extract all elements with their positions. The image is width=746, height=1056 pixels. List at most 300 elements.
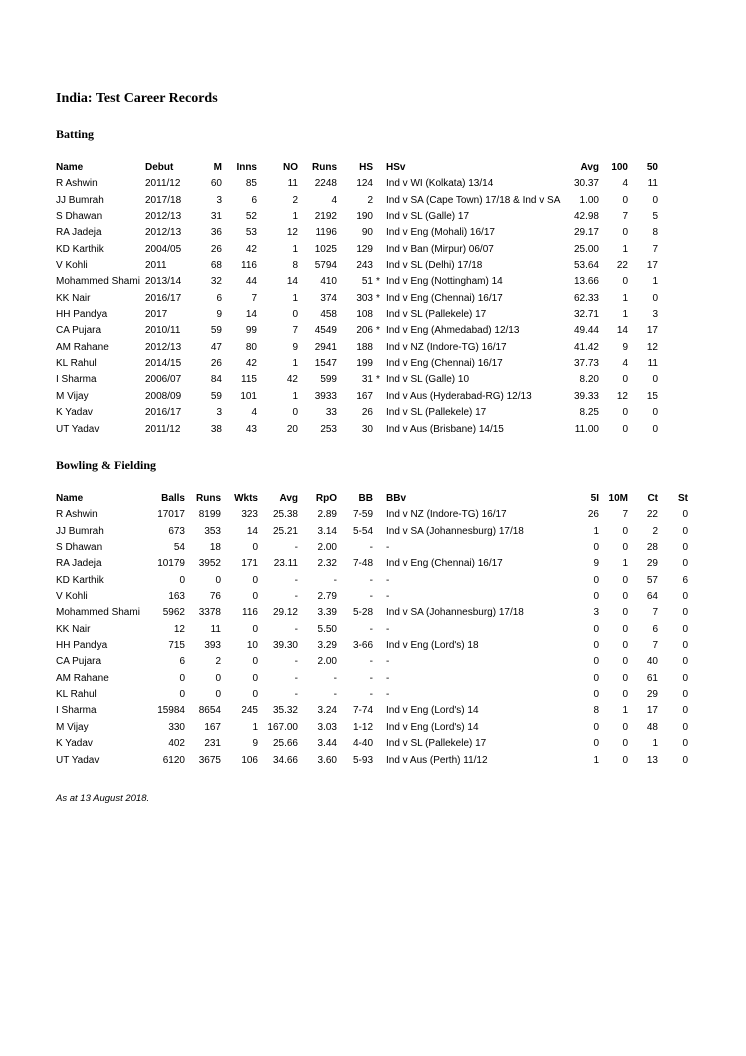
batting-cell-50: 0 [652,292,658,304]
bowling-cell-balls: 163 [168,591,185,603]
bowling-cell-avg: - [294,623,298,635]
batting-cell-hs: 31 [361,374,373,386]
bowling-cell-st: 0 [682,542,688,554]
bowling-row [0,637,746,653]
batting-col-header-avg: Avg [580,162,599,173]
batting-cell-no: 20 [286,423,298,435]
bowling-cell-10m: 0 [622,640,628,652]
bowling-cell-runs: 231 [204,738,221,750]
batting-cell-inns: 44 [245,276,257,288]
batting-cell-hsv: Ind v SL (Galle) 10 [386,374,470,386]
batting-cell-100: 0 [622,194,628,206]
bowling-col-header-bb: BB [358,493,373,504]
batting-row [0,404,746,420]
batting-cell-name: M Vijay [56,390,89,402]
batting-cell-no: 8 [292,260,298,272]
bowling-cell-ct: 29 [646,689,658,701]
bowling-cell-avg: - [294,689,298,701]
bowling-row [0,604,746,620]
bowling-cell-bbv: Ind v Eng (Lord's) 18 [386,640,479,652]
bowling-cell-avg: 39.30 [272,640,298,652]
batting-cell-no: 14 [286,276,298,288]
batting-cell-name: V Kohli [56,260,88,272]
bowling-cell-avg: - [294,542,298,554]
bowling-cell-name: S Dhawan [56,542,103,554]
bowling-row [0,653,746,669]
batting-heading: Batting [56,127,95,141]
batting-cell-no: 2 [292,194,298,206]
bowling-cell-10m: 1 [622,558,628,570]
batting-cell-note: * [376,374,380,386]
bowling-cell-ct: 48 [646,721,658,733]
bowling-cell-st: 0 [682,738,688,750]
batting-row [0,339,746,355]
batting-cell-hs: 167 [356,390,373,402]
batting-cell-m: 84 [210,374,222,386]
batting-cell-inns: 14 [245,309,257,321]
bowling-cell-avg: 35.32 [272,705,298,717]
bowling-cell-rpo: 3.14 [317,525,337,537]
batting-cell-runs: 2248 [314,178,337,190]
bowling-col-header-ct: Ct [647,493,658,504]
batting-cell-inns: 80 [245,341,257,353]
batting-col-header-inns: Inns [236,162,257,173]
bowling-cell-wkts: 10 [246,640,258,652]
batting-cell-50: 3 [652,309,658,321]
bowling-cell-runs: 2 [215,656,221,668]
batting-cell-hsv: Ind v Aus (Brisbane) 14/15 [386,423,504,435]
bowling-cell-ct: 28 [646,542,658,554]
bowling-col-header-5i: 5I [590,493,599,504]
batting-cell-50: 0 [652,194,658,206]
bowling-cell-ct: 1 [652,738,658,750]
bowling-row [0,539,746,555]
batting-cell-name: K Yadav [56,407,93,419]
bowling-cell-rpo: 3.24 [317,705,337,717]
batting-row [0,224,746,240]
bowling-cell-rpo: - [333,672,337,684]
bowling-cell-balls: 0 [179,574,185,586]
batting-cell-runs: 3933 [314,390,337,402]
batting-cell-debut: 2014/15 [145,358,182,370]
bowling-cell-wkts: 1 [252,721,258,733]
bowling-col-header-runs: Runs [196,493,221,504]
batting-cell-m: 38 [210,423,222,435]
batting-cell-avg: 41.42 [573,341,599,353]
batting-cell-avg: 42.98 [573,211,599,223]
batting-cell-m: 68 [210,260,222,272]
batting-cell-no: 1 [292,211,298,223]
batting-cell-avg: 8.25 [579,407,599,419]
bowling-cell-runs: 0 [215,672,221,684]
batting-cell-no: 11 [287,178,298,190]
bowling-cell-10m: 0 [622,574,628,586]
bowling-cell-ct: 7 [652,607,658,619]
batting-cell-50: 17 [646,260,658,272]
batting-cell-runs: 1196 [315,227,337,239]
batting-cell-100: 4 [622,178,628,190]
batting-table [0,159,746,437]
bowling-cell-10m: 7 [622,509,628,521]
bowling-cell-bb: 5-54 [352,525,373,537]
bowling-cell-rpo: 3.39 [317,607,337,619]
batting-cell-hsv: Ind v Eng (Chennai) 16/17 [386,358,503,370]
bowling-cell-ct: 61 [646,672,658,684]
bowling-cell-bb: - [369,574,373,586]
batting-cell-hsv: Ind v NZ (Indore-TG) 16/17 [386,341,507,353]
bowling-cell-balls: 330 [168,721,185,733]
batting-cell-m: 9 [216,309,222,321]
batting-cell-hsv: Ind v Eng (Ahmedabad) 12/13 [386,325,520,337]
bowling-row [0,506,746,522]
bowling-cell-5i: 0 [593,672,599,684]
batting-cell-runs: 4 [331,194,337,206]
batting-cell-hs: 303 [356,292,373,304]
batting-cell-no: 0 [292,407,298,419]
bowling-cell-wkts: 14 [246,525,258,537]
bowling-cell-ct: 6 [652,623,658,635]
batting-cell-100: 1 [622,243,628,255]
batting-cell-avg: 39.33 [573,390,599,402]
batting-col-header-name: Name [56,162,84,173]
batting-cell-100: 0 [622,407,628,419]
batting-cell-m: 31 [210,211,222,223]
bowling-col-header-bbv: BBv [386,493,407,504]
batting-cell-100: 22 [616,260,628,272]
bowling-cell-10m: 0 [622,607,628,619]
batting-cell-m: 60 [210,178,222,190]
bowling-cell-runs: 353 [204,525,221,537]
batting-cell-inns: 115 [241,374,257,386]
batting-row [0,273,746,289]
bowling-cell-bb: - [369,656,373,668]
batting-cell-avg: 30.37 [573,178,599,190]
bowling-cell-st: 0 [682,705,688,717]
bowling-cell-wkts: 0 [252,623,258,635]
bowling-col-header-wkts: Wkts [234,493,258,504]
bowling-cell-balls: 54 [173,542,185,554]
bowling-cell-10m: 0 [622,525,628,537]
bowling-cell-10m: 0 [622,623,628,635]
batting-cell-no: 1 [292,358,298,370]
batting-cell-runs: 2941 [314,341,337,353]
batting-cell-avg: 13.66 [573,276,599,288]
batting-cell-name: I Sharma [56,374,97,386]
batting-cell-inns: 42 [245,243,257,255]
bowling-cell-balls: 10179 [157,558,185,570]
batting-cell-avg: 29.17 [573,227,599,239]
bowling-cell-bbv: Ind v SL (Pallekele) 17 [386,738,487,750]
batting-cell-avg: 49.44 [573,325,599,337]
batting-cell-hs: 124 [356,178,373,190]
batting-row [0,192,746,208]
bowling-cell-avg: 25.38 [272,509,298,521]
bowling-cell-avg: 25.21 [272,525,298,537]
bowling-cell-name: KD Karthik [56,574,104,586]
batting-cell-avg: 1.00 [579,194,599,206]
bowling-row [0,735,746,751]
batting-cell-no: 42 [286,374,298,386]
bowling-row [0,621,746,637]
batting-cell-hsv: Ind v SL (Delhi) 17/18 [386,260,483,272]
batting-cell-100: 9 [622,341,628,353]
batting-cell-runs: 2192 [314,211,337,223]
bowling-cell-bb: 4-40 [352,738,373,750]
bowling-cell-wkts: 0 [252,542,258,554]
bowling-cell-st: 0 [682,558,688,570]
bowling-cell-runs: 18 [209,542,221,554]
batting-cell-runs: 374 [320,292,337,304]
bowling-cell-wkts: 0 [252,591,258,603]
batting-cell-debut: 2016/17 [145,292,182,304]
batting-cell-hs: 30 [361,423,373,435]
batting-cell-runs: 5794 [314,260,337,272]
batting-cell-m: 3 [216,194,222,206]
batting-cell-runs: 253 [320,423,337,435]
bowling-cell-balls: 12 [173,623,185,635]
bowling-cell-st: 0 [682,656,688,668]
bowling-cell-10m: 1 [622,705,628,717]
batting-cell-debut: 2006/07 [145,374,182,386]
bowling-cell-st: 0 [682,623,688,635]
batting-cell-inns: 85 [245,178,257,190]
batting-cell-hs: 51 [361,276,373,288]
bowling-cell-balls: 15984 [157,705,185,717]
batting-cell-hsv: Ind v SL (Pallekele) 17 [386,309,487,321]
bowling-cell-bbv: - [386,689,390,701]
bowling-cell-5i: 1 [593,525,599,537]
batting-header-row [0,159,746,175]
batting-cell-runs: 599 [320,374,337,386]
bowling-row [0,702,746,718]
batting-cell-100: 1 [622,309,628,321]
bowling-cell-rpo: 2.00 [317,542,337,554]
batting-cell-hsv: Ind v SA (Cape Town) 17/18 & Ind v SA [386,194,561,206]
batting-cell-no: 7 [292,325,298,337]
batting-cell-hs: 190 [356,211,373,223]
bowling-cell-rpo: 3.03 [317,721,337,733]
batting-cell-runs: 458 [320,309,337,321]
bowling-cell-balls: 6120 [162,754,185,766]
batting-cell-100: 4 [622,358,628,370]
batting-col-header-100: 100 [611,162,628,173]
bowling-cell-bbv: - [386,574,390,586]
bowling-cell-bbv: - [386,542,390,554]
batting-cell-100: 1 [622,292,628,304]
batting-cell-avg: 11.00 [574,423,599,435]
bowling-cell-name: M Vijay [56,721,89,733]
bowling-cell-balls: 673 [168,525,185,537]
batting-cell-debut: 2010/11 [145,325,181,337]
batting-cell-note: * [376,325,380,337]
batting-row [0,388,746,404]
bowling-cell-wkts: 323 [241,509,258,521]
bowling-cell-bbv: Ind v SA (Johannesburg) 17/18 [386,607,524,619]
bowling-cell-st: 0 [682,509,688,521]
batting-cell-hsv: Ind v Eng (Chennai) 16/17 [386,292,503,304]
batting-cell-name: KL Rahul [56,358,97,370]
bowling-cell-5i: 9 [593,558,599,570]
batting-cell-debut: 2017/18 [145,194,182,206]
batting-cell-50: 5 [652,211,658,223]
batting-cell-50: 17 [646,325,658,337]
footnote: As at 13 August 2018. [56,793,150,804]
bowling-cell-5i: 0 [593,574,599,586]
bowling-cell-5i: 0 [593,591,599,603]
bowling-cell-bbv: Ind v Eng (Lord's) 14 [386,721,479,733]
batting-cell-inns: 52 [245,211,257,223]
bowling-cell-10m: 0 [622,721,628,733]
batting-cell-inns: 53 [245,227,257,239]
bowling-cell-rpo: 3.60 [317,754,337,766]
batting-cell-hs: 206 [356,325,373,337]
bowling-cell-st: 0 [682,591,688,603]
bowling-row [0,555,746,571]
batting-cell-no: 1 [292,292,298,304]
batting-col-header-debut: Debut [145,162,174,173]
batting-cell-100: 12 [616,390,628,402]
bowling-cell-bb: - [369,689,373,701]
bowling-cell-wkts: 0 [252,689,258,701]
bowling-cell-5i: 0 [593,721,599,733]
batting-cell-avg: 53.64 [573,260,599,272]
bowling-cell-bb: 1-12 [352,721,373,733]
bowling-cell-bbv: Ind v Eng (Chennai) 16/17 [386,558,503,570]
bowling-row [0,572,746,588]
bowling-cell-ct: 2 [652,525,658,537]
bowling-cell-avg: 23.11 [273,558,298,570]
bowling-cell-avg: 167.00 [267,721,298,733]
batting-cell-hsv: Ind v SL (Pallekele) 17 [386,407,487,419]
batting-cell-name: HH Pandya [56,309,108,321]
bowling-cell-runs: 11 [210,623,221,635]
bowling-col-header-rpo: RpO [315,493,337,504]
batting-cell-inns: 42 [245,358,257,370]
batting-cell-hsv: Ind v SL (Galle) 17 [386,211,470,223]
bowling-cell-rpo: 2.32 [317,558,337,570]
bowling-cell-avg: - [294,656,298,668]
bowling-header-row [0,490,746,506]
batting-col-header-hs: HS [359,162,373,173]
batting-cell-100: 14 [616,325,628,337]
batting-cell-hs: 188 [356,341,373,353]
batting-cell-inns: 99 [245,325,257,337]
batting-cell-no: 12 [286,227,298,239]
batting-cell-50: 1 [652,276,658,288]
batting-cell-50: 0 [652,374,658,386]
batting-cell-m: 6 [216,292,222,304]
bowling-cell-runs: 0 [215,574,221,586]
bowling-cell-5i: 0 [593,623,599,635]
bowling-heading: Bowling & Fielding [56,458,157,472]
bowling-cell-bb: 3-66 [352,640,373,652]
bowling-cell-wkts: 0 [252,672,258,684]
bowling-cell-bbv: Ind v NZ (Indore-TG) 16/17 [386,509,507,521]
batting-col-header-m: M [213,162,222,173]
batting-cell-debut: 2012/13 [145,211,182,223]
bowling-cell-5i: 0 [593,738,599,750]
batting-cell-name: AM Rahane [56,341,109,353]
batting-col-header-hsv: HSv [386,162,406,173]
bowling-cell-name: JJ Bumrah [56,525,104,537]
batting-cell-debut: 2013/14 [145,276,182,288]
bowling-cell-runs: 167 [204,721,221,733]
bowling-cell-st: 0 [682,754,688,766]
batting-cell-inns: 6 [251,194,257,206]
bowling-row [0,752,746,768]
batting-cell-name: RA Jadeja [56,227,102,239]
bowling-cell-wkts: 0 [252,656,258,668]
bowling-cell-runs: 3378 [198,607,221,619]
batting-cell-50: 7 [652,243,658,255]
batting-cell-m: 36 [210,227,222,239]
batting-cell-hs: 90 [361,227,373,239]
batting-cell-100: 0 [622,374,628,386]
batting-cell-hsv: Ind v Ban (Mirpur) 06/07 [386,243,494,255]
batting-cell-runs: 4549 [314,325,337,337]
batting-cell-debut: 2012/13 [145,227,182,239]
bowling-cell-st: 0 [682,721,688,733]
batting-cell-note: * [376,276,380,288]
batting-col-header-no: NO [283,162,298,173]
bowling-cell-10m: 0 [622,591,628,603]
batting-cell-debut: 2011/12 [145,178,181,190]
bowling-cell-bb: 7-48 [352,558,373,570]
bowling-cell-avg: 25.66 [272,738,298,750]
bowling-cell-balls: 17017 [157,509,185,521]
bowling-cell-rpo: 2.79 [317,591,337,603]
batting-cell-m: 32 [210,276,222,288]
batting-row [0,208,746,224]
batting-cell-no: 1 [292,243,298,255]
batting-cell-100: 7 [622,211,628,223]
bowling-cell-balls: 402 [168,738,185,750]
batting-cell-50: 0 [652,423,658,435]
bowling-cell-5i: 26 [587,509,599,521]
bowling-cell-bb: 7-74 [352,705,373,717]
batting-cell-m: 59 [210,390,222,402]
batting-col-header-runs: Runs [312,162,337,173]
batting-row [0,257,746,273]
batting-col-header-50: 50 [646,162,658,173]
bowling-cell-bb: - [369,542,373,554]
bowling-cell-name: V Kohli [56,591,88,603]
batting-cell-m: 26 [210,243,222,255]
bowling-cell-rpo: - [333,689,337,701]
batting-cell-avg: 37.73 [573,358,599,370]
bowling-cell-rpo: 2.00 [317,656,337,668]
bowling-cell-name: KL Rahul [56,689,97,701]
page-title: India: Test Career Records [56,91,218,106]
bowling-cell-name: Mohammed Shami [56,607,140,619]
batting-row [0,355,746,371]
bowling-cell-bbv: - [386,656,390,668]
bowling-cell-balls: 0 [179,689,185,701]
batting-cell-no: 1 [292,390,298,402]
batting-cell-name: S Dhawan [56,211,103,223]
bowling-cell-bbv: Ind v Aus (Perth) 11/12 [386,754,488,766]
batting-cell-debut: 2011/12 [145,423,181,435]
bowling-col-header-balls: Balls [161,493,185,504]
batting-cell-name: R Ashwin [56,178,98,190]
bowling-cell-balls: 0 [179,672,185,684]
bowling-cell-ct: 40 [646,656,658,668]
bowling-col-header-name: Name [56,493,84,504]
batting-cell-hs: 2 [367,194,373,206]
bowling-cell-wkts: 171 [241,558,258,570]
batting-row [0,241,746,257]
bowling-cell-ct: 29 [646,558,658,570]
